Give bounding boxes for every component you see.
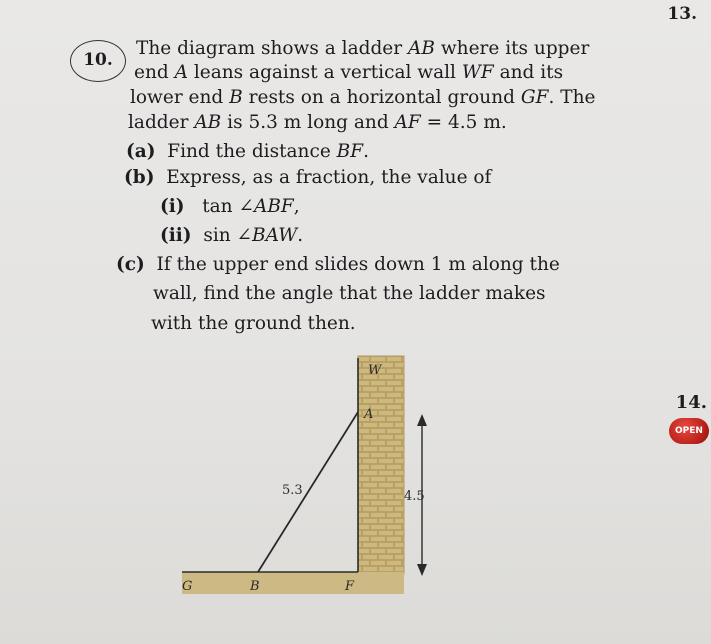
part-c-line-1: (c) If the upper end slides down 1 m along the <box>116 254 560 275</box>
open-badge[interactable]: OPEN <box>669 418 709 444</box>
question-line-4: ladder AB is 5.3 m long and AF = 4.5 m. <box>128 112 507 133</box>
wall <box>358 356 404 574</box>
part-a: (a) Find the distance BF. <box>126 141 369 162</box>
arrow-head-up <box>417 414 427 426</box>
arrow-head-down <box>417 564 427 576</box>
label-g: G <box>182 579 193 594</box>
question-line-3: lower end B rests on a horizontal ground GF. The <box>130 87 596 108</box>
question-line-2: end A leans against a vertical wall WF and its <box>134 62 564 83</box>
ladder <box>258 412 358 572</box>
question-number: 10. <box>70 40 126 82</box>
part-b: (b) Express, as a fraction, the value of <box>124 167 492 188</box>
label-ladder-length: 5.3 <box>282 483 303 498</box>
label-b: B <box>250 579 260 594</box>
page-number-13: 13. <box>667 4 697 24</box>
part-b-ii: (ii) sin ∠BAW. <box>160 225 304 246</box>
ground <box>182 572 404 594</box>
part-b-i: (i) tan ∠ABF, <box>160 196 300 217</box>
page-number-14: 14. <box>675 392 707 413</box>
label-height: 4.5 <box>404 489 425 504</box>
label-f: F <box>345 579 355 594</box>
part-c-line-2: wall, find the angle that the ladder makes <box>153 283 546 304</box>
part-c-line-3: with the ground then. <box>151 313 356 334</box>
ladder-diagram <box>170 350 450 610</box>
question-line-1: The diagram shows a ladder AB where its upper <box>136 38 590 59</box>
label-a: A <box>364 407 374 422</box>
label-w: W <box>368 363 382 378</box>
